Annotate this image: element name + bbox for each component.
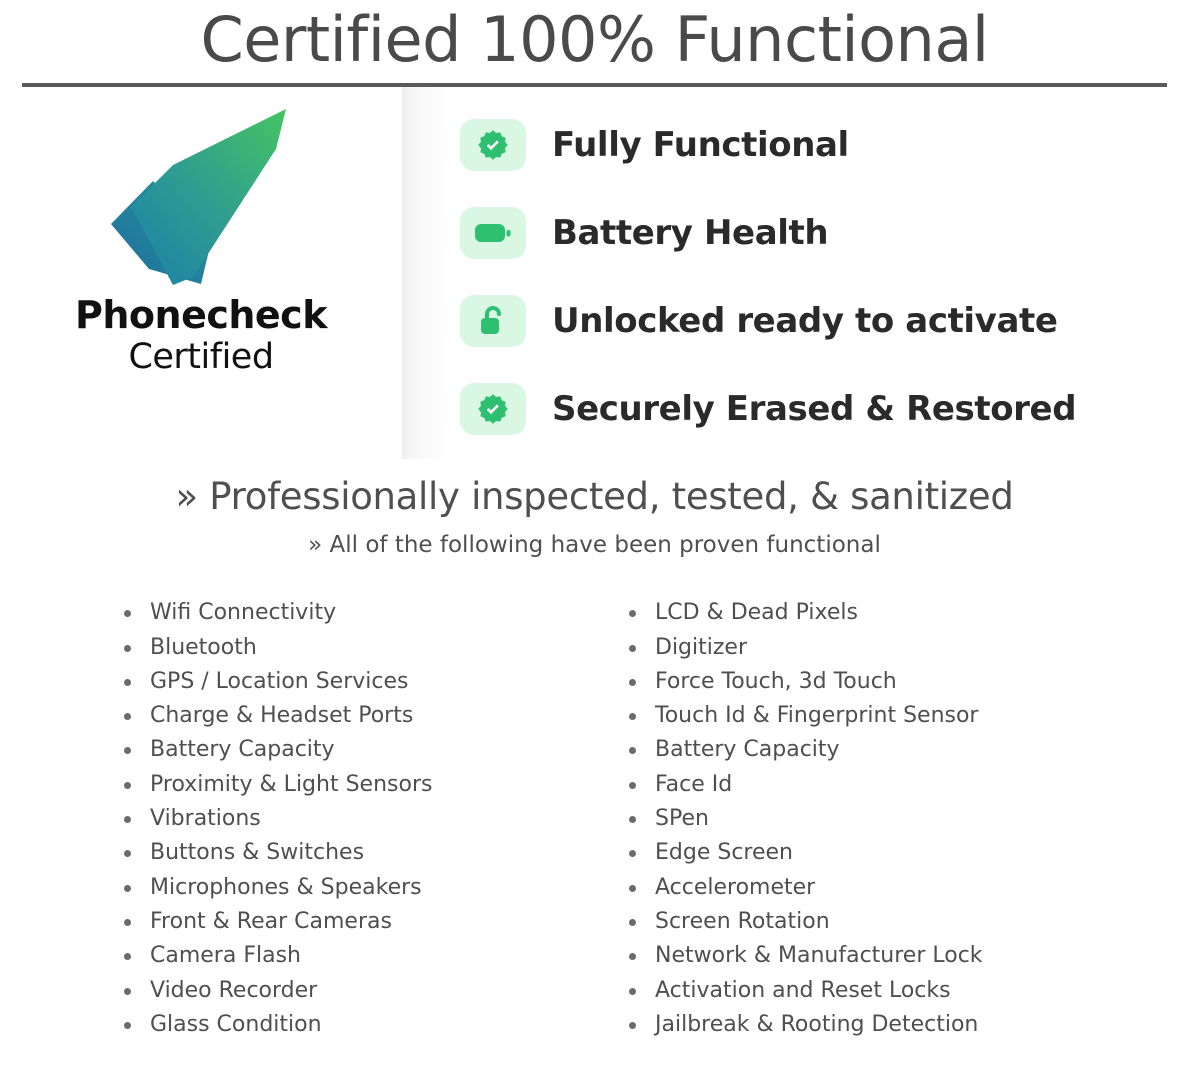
feature-row <box>460 101 1189 189</box>
list-item: Touch Id & Fingerprint Sensor <box>623 699 1128 733</box>
list-item: GPS / Location Services <box>118 665 623 699</box>
list-item: Battery Capacity <box>118 733 623 767</box>
list-item: Screen Rotation <box>623 905 1128 939</box>
hero-section <box>0 87 1189 459</box>
brand-name: Phonecheck <box>75 293 327 338</box>
list-item: Wifi Connectivity <box>118 596 623 630</box>
list-item: Edge Screen <box>623 836 1128 870</box>
list-item: Bluetooth <box>118 631 623 665</box>
checklist-section <box>0 596 1189 1042</box>
feature-label: Fully Functional <box>552 125 849 166</box>
list-item: Proximity & Light Sensors <box>118 768 623 802</box>
list-item: Glass Condition <box>118 1008 623 1042</box>
brand-subtitle: Certified <box>128 337 274 378</box>
checkmark-logo-icon <box>101 109 301 289</box>
list-item: Buttons & Switches <box>118 836 623 870</box>
list-item: Force Touch, 3d Touch <box>623 665 1128 699</box>
brand-text <box>75 295 327 377</box>
checklist-column-left <box>118 596 623 1042</box>
brand-block <box>0 87 402 459</box>
list-item: Front & Rear Cameras <box>118 905 623 939</box>
list-item: Camera Flash <box>118 939 623 973</box>
list-item: Vibrations <box>118 802 623 836</box>
feature-label: Securely Erased & Restored <box>552 389 1077 430</box>
list-item: Battery Capacity <box>623 733 1128 767</box>
verified-badge-icon <box>460 119 526 171</box>
verified-badge-icon <box>460 383 526 435</box>
list-item: Microphones & Speakers <box>118 871 623 905</box>
list-item: Jailbreak & Rooting Detection <box>623 1008 1128 1042</box>
list-item: Activation and Reset Locks <box>623 974 1128 1008</box>
secondary-tagline: » All of the following have been proven functional <box>308 532 881 559</box>
feature-label: Unlocked ready to activate <box>552 301 1058 342</box>
list-item: LCD & Dead Pixels <box>623 596 1128 630</box>
list-item: Digitizer <box>623 631 1128 665</box>
list-item: Video Recorder <box>118 974 623 1008</box>
page-title: Certified 100% Functional <box>200 3 989 76</box>
list-item: Accelerometer <box>623 871 1128 905</box>
list-item: Face Id <box>623 768 1128 802</box>
list-item: Charge & Headset Ports <box>118 699 623 733</box>
feature-label: Battery Health <box>552 213 829 254</box>
feature-row <box>460 365 1189 453</box>
list-item: SPen <box>623 802 1128 836</box>
feature-list <box>402 87 1189 459</box>
feature-row <box>460 277 1189 365</box>
primary-tagline: » Professionally inspected, tested, & sanitized <box>175 475 1014 519</box>
unlocked-padlock-icon <box>460 295 526 347</box>
feature-row <box>460 189 1189 277</box>
list-item: Network & Manufacturer Lock <box>623 939 1128 973</box>
battery-icon <box>460 207 526 259</box>
header <box>0 0 1189 87</box>
checklist-column-right <box>623 596 1128 1042</box>
